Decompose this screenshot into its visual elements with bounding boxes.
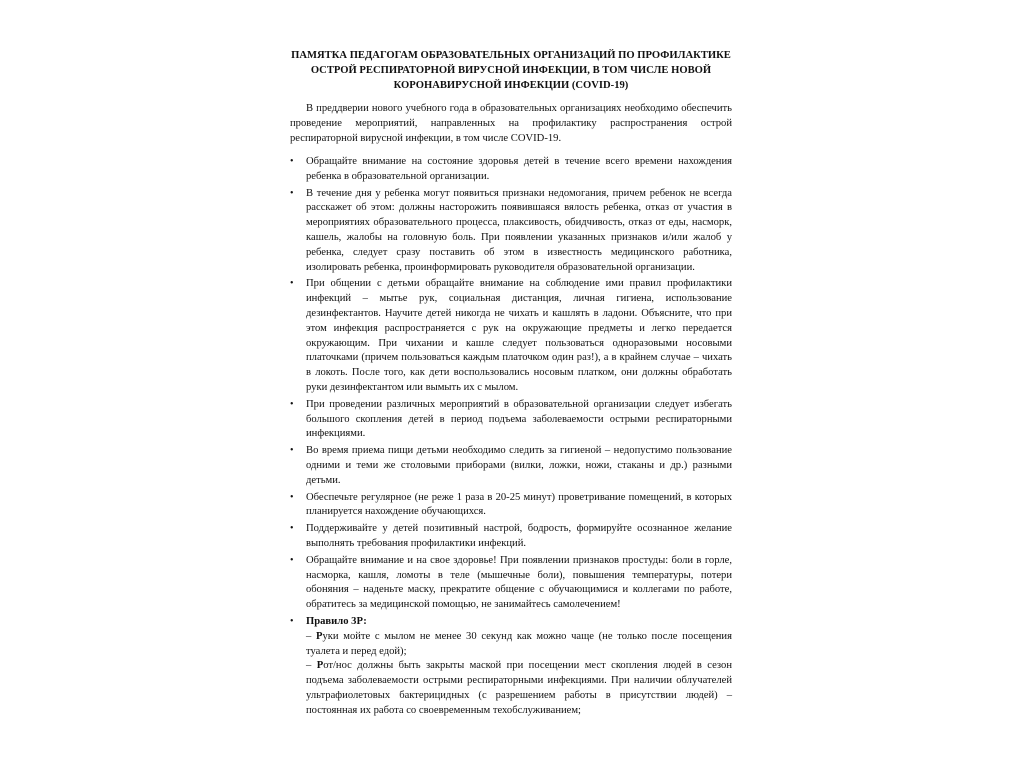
rule-3r-item	[290, 615, 732, 719]
rule-dash: –	[306, 630, 316, 642]
list-item-text: Обращайте внимание на состояние здоровья детей в течение всего времени нахождения ребенка в образовательной организации.	[306, 156, 732, 182]
list-item-text: Обеспечьте регулярное (не реже 1 раза в 20-25 минут) проветривание помещений, в которых планируется нахождение обучающихся.	[306, 491, 732, 518]
list-item	[290, 155, 732, 185]
list-item	[290, 554, 732, 613]
bullet-icon: •	[290, 445, 294, 457]
list-item	[290, 277, 732, 395]
list-item	[290, 444, 732, 488]
bullet-icon: •	[290, 278, 294, 290]
rule-dash: –	[306, 660, 317, 672]
rule-text: уки мойте с мылом не менее 30 секунд как можно чаще (не только после посещения туалета и перед едой);	[306, 630, 732, 657]
list-item-text: При проведении различных мероприятий в образовательной организации следует избегать большого скопления детей в период подъема заболеваемости острыми респираторными инфекциями.	[306, 398, 732, 440]
bullet-icon: •	[290, 554, 294, 566]
rule-letter: Р	[315, 630, 323, 642]
list-item-text: В течение дня у ребенка могут появиться признаки недомогания, причем ребенок не всегда расскажет об этом: должны насторожить появившаяся вялость ребенка, отказ от участия в мероприятиях образовательного процесса, плаксивость, обидчивость, отказ от еды, насморк, кашель, жалобы на головную боль. При появлении указанных признаков и/или жалоб у ребенка, следует сразу поставить об этом в известность медицинского работника, изолировать ребенка, проинформировать руководителя образовательной организации.	[306, 187, 732, 273]
list-item-text: Поддерживайте у детей позитивный настрой, бодрость, формируйте осознанное желание выполнять требования профилактики инфекций.	[306, 523, 732, 549]
list-item	[290, 187, 732, 276]
rule-text: от/нос должны быть закрыты маской при посещении мест скопления людей в сезон подъема заболеваемости острыми респираторными инфекциями. При наличии облучателей ультрафиолетовых бактерицидных (с разрешением работы в присутствии людей) – постоянная их работа со своевременным техобслуживанием;	[306, 660, 732, 716]
bullet-icon: •	[290, 491, 294, 503]
bullet-icon: •	[290, 187, 294, 199]
bullet-icon: •	[290, 156, 294, 167]
bullet-icon: •	[290, 523, 294, 535]
rule-3r-label: Правило 3Р:	[306, 615, 367, 627]
bullet-icon: •	[290, 398, 294, 410]
document-title: ПАМЯТКА ПЕДАГОГАМ ОБРАЗОВАТЕЛЬНЫХ ОРГАНИЗАЦИЙ ПО ПРОФИЛАКТИКЕ ОСТРОЙ РЕСПИРАТОРНОЙ ВИРУСНОЙ ИНФЕКЦИИ, В ТОМ ЧИСЛЕ НОВОЙ КОРОНАВИРУСНОЙ ИНФЕКЦИИ (COVID-19)	[291, 50, 731, 91]
rule-3r-line	[306, 659, 732, 718]
list-item-text: Обращайте внимание и на свое здоровье! При появлении признаков простуды: боли в горле, насморка, кашля, ломоты в теле (мышечные боли), повышения температуры, потери обоняния – наденьте маску, прекратите общение с обучающимися и коллегами по работе, обратитесь за медицинской помощью, не занимайтесь самолечением!	[306, 554, 732, 611]
rule-letter: Р	[316, 660, 324, 672]
bullet-icon: •	[290, 615, 294, 627]
rule-3r-line	[306, 630, 732, 660]
list-item	[290, 398, 732, 442]
list-item	[290, 522, 732, 552]
list-item-text: При общении с детьми обращайте внимание на соблюдение ими правил профилактики инфекций – мытье рук, социальная дистанция, личная гигиена, использование дезинфектантов. Научите детей никогда не чихать и кашлять в ладони. Объясните, что при этом инфекция распространяется с рук на окружающие предметы и легко передается окружающим. При чихании и кашле следует пользоваться одноразовыми носовыми платочками (причем пользоваться каждым платочком один раз!), а в крайнем случае – чихать в локоть. После того, как дети воспользовались носовым платком, они должны обработать руки дезинфектантом или вымыть их с мылом.	[306, 278, 732, 393]
list-item-text: Во время приема пищи детьми необходимо следить за гигиеной – недопустимо пользование одними и теми же столовыми приборами (вилки, ложки, ножи, стаканы и др.) разными детьми.	[306, 445, 732, 486]
list-item	[290, 491, 732, 521]
intro-paragraph: В преддверии нового учебного года в образовательных организациях необходимо обеспечить проведение мероприятий, направленных на профилактику распространения острой респираторной вирусной инфекции, в том числе COVID-19.	[290, 103, 732, 144]
document-page	[290, 48, 732, 720]
recommendations-list	[290, 155, 732, 718]
